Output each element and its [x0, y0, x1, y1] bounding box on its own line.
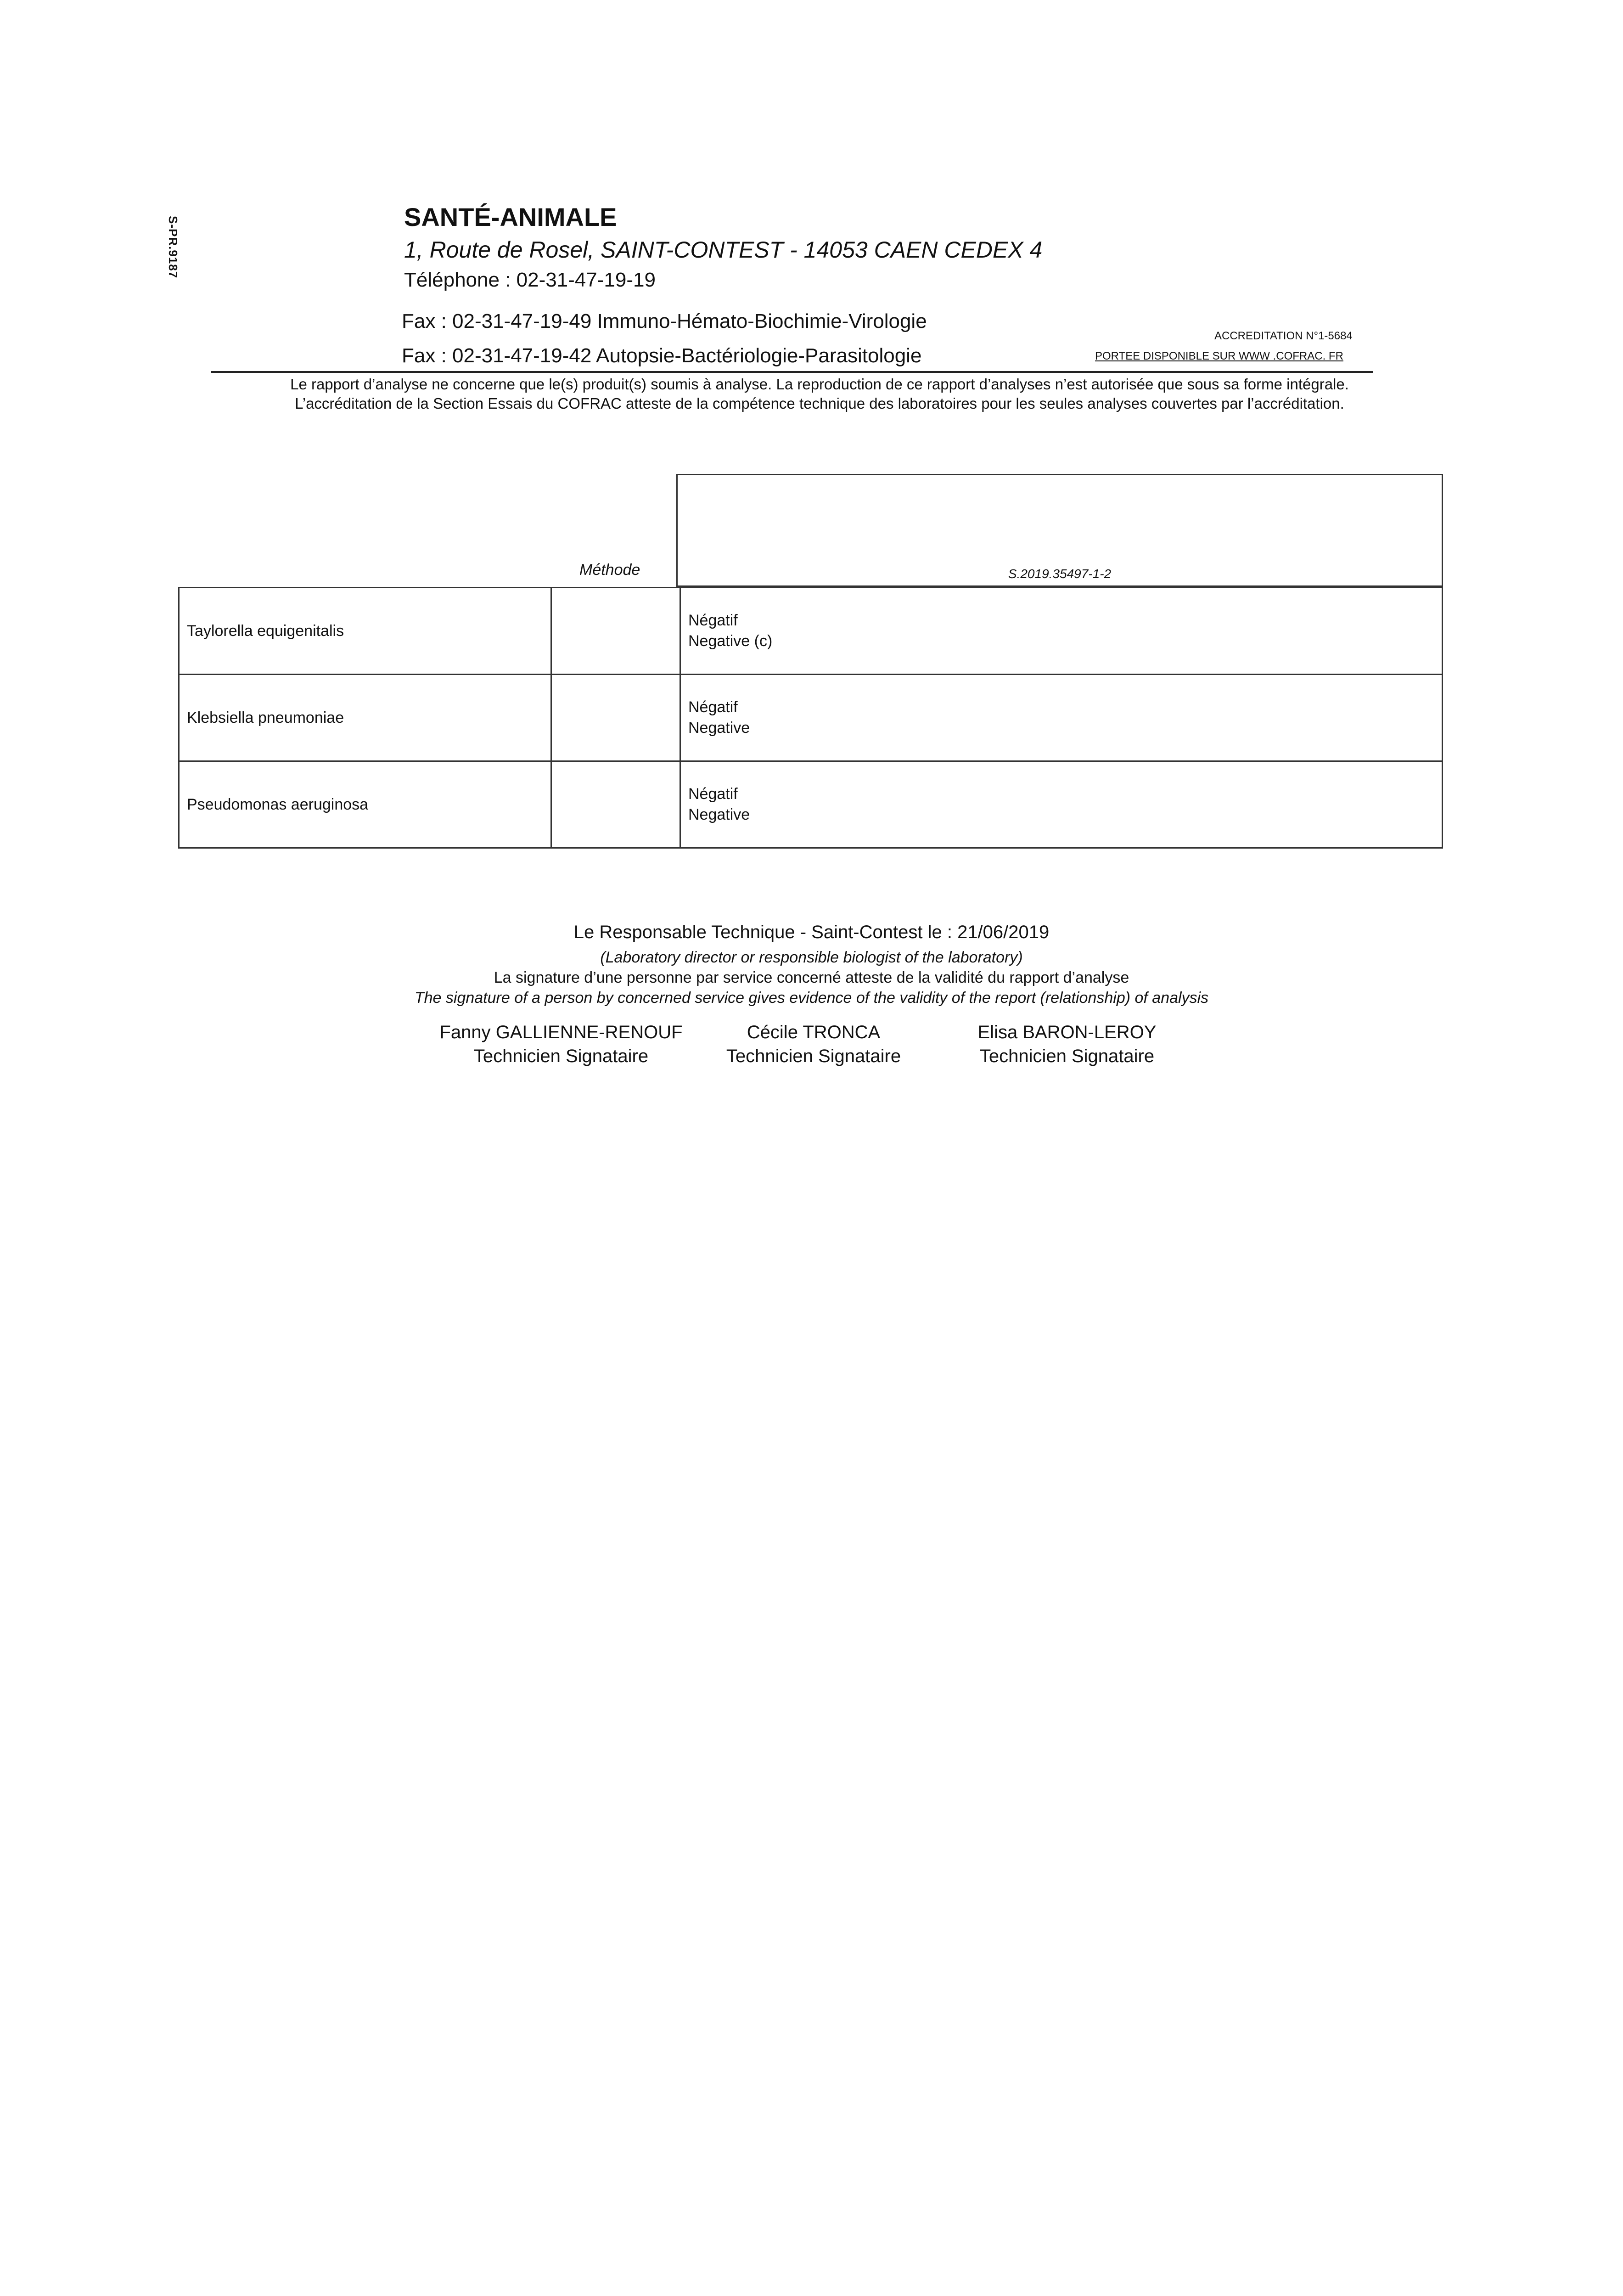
- method-cell: [551, 675, 680, 761]
- result-en: Negative: [688, 806, 750, 823]
- signer-role: Technicien Signataire: [473, 1046, 649, 1066]
- signer-2: [676, 1020, 951, 1068]
- result-cell: [680, 588, 1443, 675]
- lab-address: 1, Route de Rosel, SAINT-CONTEST - 14053 CAEN CEDEX 4: [404, 237, 1043, 263]
- result-en: Negative: [688, 719, 750, 737]
- disclaimer-line-1: Le rapport d’analyse ne concerne que le(s) produit(s) soumis à analyse. La reproduction de ce rapport d’analyses n’est autorisée que sous sa forme intégrale.: [290, 376, 1349, 393]
- signer-role: Technicien Signataire: [726, 1046, 901, 1066]
- results-table: [178, 587, 1443, 849]
- fax-autopsie: Fax : 02-31-47-19-42 Autopsie-Bactériologie-Parasitologie: [402, 344, 922, 367]
- signer-name: Elisa BARON-LEROY: [977, 1022, 1157, 1042]
- result-fr: Négatif: [688, 612, 738, 629]
- table-row: [179, 588, 1443, 675]
- method-cell: [551, 588, 680, 675]
- method-column-label: Méthode: [579, 561, 640, 579]
- fax-immuno: Fax : 02-31-47-19-49 Immuno-Hémato-Biochimie-Virologie: [402, 310, 927, 332]
- accreditation-scope-link[interactable]: PORTEE DISPONIBLE SUR WWW .COFRAC. FR: [1095, 350, 1343, 362]
- signer-name: Fanny GALLIENNE-RENOUF: [439, 1022, 683, 1042]
- analyte-cell: Taylorella equigenitalis: [179, 588, 551, 675]
- signature-title: Le Responsable Technique - Saint-Contest le : 21/06/2019: [573, 922, 1050, 942]
- analyte-cell: Pseudomonas aeruginosa: [179, 761, 551, 848]
- signature-validity-en: The signature of a person by concerned service gives evidence of the validity of the report (relationship) of analysis: [414, 989, 1209, 1007]
- result-cell: [680, 675, 1443, 761]
- result-cell: [680, 761, 1443, 848]
- signature-validity-fr: La signature d’une personne par service concerné atteste de la validité du rapport d’analyse: [494, 969, 1129, 986]
- signer-1: [423, 1020, 699, 1068]
- result-fr: Négatif: [688, 698, 738, 716]
- table-row: [179, 761, 1443, 848]
- analyte-cell: Klebsiella pneumoniae: [179, 675, 551, 761]
- lab-phone: Téléphone : 02-31-47-19-19: [404, 269, 656, 291]
- signer-name: Cécile TRONCA: [747, 1022, 881, 1042]
- sample-id: S.2019.35497-1-2: [1008, 567, 1112, 581]
- table-row: [179, 675, 1443, 761]
- document-code: S-PR.9187: [166, 216, 180, 279]
- method-cell: [551, 761, 680, 848]
- signer-3: [929, 1020, 1205, 1068]
- lab-name: SANTÉ-ANIMALE: [404, 203, 617, 231]
- header-divider: [211, 371, 1373, 373]
- disclaimer-line-2: L’accréditation de la Section Essais du COFRAC atteste de la compétence technique des laboratoires pour les seules analyses couvertes par l’accréditation.: [295, 395, 1344, 412]
- result-fr: Négatif: [688, 785, 738, 803]
- accreditation-number: ACCREDITATION N°1-5684: [1214, 330, 1353, 342]
- signature-subtitle-en: (Laboratory director or responsible biologist of the laboratory): [600, 949, 1023, 966]
- result-en: Negative (c): [688, 632, 773, 650]
- signer-role: Technicien Signataire: [979, 1046, 1155, 1066]
